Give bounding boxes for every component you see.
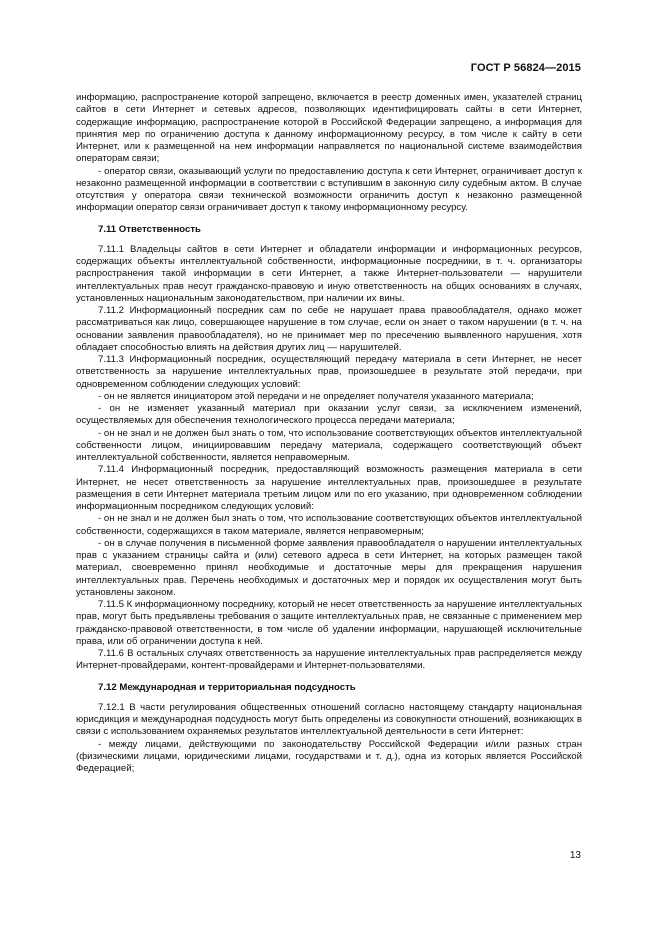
list-item: - оператор связи, оказывающий услуги по предоставлению доступа к сети Интернет, ограничивает доступ к незаконно размещенной информации в соответствии с вступившим в законную силу судебным актом. В случае отсутствия у оператора связи технической возможности ограничить доступ к незаконно размещенной информации оператор связи ограничивает доступ к такому информационному ресурсу. [76,165,582,214]
list-item: - между лицами, действующими по законодательству Российской Федерации и/или разных стран (физическими лицами, юридическими лицами, государствами и т. д.), одна из которых является Российской Федерацией; [76,738,582,774]
section-heading-7-12: 7.12 Международная и территориальная подсудность [98,681,356,693]
paragraph: 7.11.5 К информационному посреднику, который не несет ответственность за нарушение интеллектуальных прав, могут быть предъявлены требования о защите интеллектуальных прав, не связанные с применением мер гражданско-правовой ответственности, в том числе об удалении информации, нарушающей исключительные права, или об ограничении доступа к ней. [76,599,582,647]
list-item: - он не является инициатором этой передачи и не определяет получателя указанного материала; [98,390,534,402]
paragraph: 7.11.6 В остальных случаях ответственность за нарушение интеллектуальных прав распределяется между Интернет-провайдерами, контент-провайдерами и Интернет-пользователями. [76,648,582,672]
document-body [76,92,582,775]
standard-header: ГОСТ Р 56824—2015 [470,62,581,74]
paragraph: 7.12.1 В части регулирования общественных отношений согласно настоящему стандарту национальная юрисдикция и международная подсудность могут быть определены из совокупности отношений, возникающих в связи с использованием охраняемых результатов интеллектуальной деятельности в сети Интернет: [76,701,582,738]
paragraph: 7.11.1 Владельцы сайтов в сети Интернет и обладатели информации и информационных ресурсов, содержащих объекты интеллектуальной собственности, информационные посредники, в т. ч. организаторы распространения такой информации в сети Интернет, а также Интернет-пользователи — нарушители интеллектуальных прав несут гражданско-правовую и иную ответственность на общих основаниях в случаях, установленных национальным законодательством, при наличии их вины. [76,243,582,304]
paragraph: 7.11.2 Информационный посредник сам по себе не нарушает права правообладателя, однако может рассматриваться как лицо, совершающее нарушение в том случае, если он знает о таком нарушении (в т. ч. на основании заявления правообладателя), но не принимает мер по пресечению выявленного нарушения, хотя обладает способностью влиять на действия других лиц — нарушителей. [76,305,582,353]
page-number: 13 [569,850,581,861]
paragraph: 7.11.4 Информационный посредник, предоставляющий возможность размещения материала в сети Интернет, не несет ответственность за нарушение интеллектуальных прав, произошедшее в результате размещения в сети Интернет материала третьим лицом или по его указанию, при одновременном соблюдении информационным посредником следующих условий: [76,464,582,512]
list-item: - он не изменяет указанный материал при оказании услуг связи, за исключением изменений, осуществляемых для обеспечения технологического процесса передачи материала; [76,403,582,427]
paragraph: 7.11.3 Информационный посредник, осуществляющий передачу материала в сети Интернет, не несет ответственность за нарушение интеллектуальных прав, произошедшее в результате этой передачи, при одновременном соблюдении следующих условий: [76,354,582,390]
section-heading-7-11: 7.11 Ответственность [98,223,201,235]
list-item: - он не знал и не должен был знать о том, что использование соответствующих объектов интеллектуальной собственности, содержащихся в таком материале, является неправомерным; [76,513,582,537]
list-item: - он в случае получения в письменной форме заявления правообладателя о нарушении интеллектуальных прав с указанием страницы сайта и (или) сетевого адреса в сети Интернет, на которых размещен такой материал, своевременно принял необходимые и достаточные меры для прекращения нарушения интеллектуальных прав. Перечень необходимых и достаточных мер и порядок их осуществления могут быть установлены законом. [76,537,582,598]
list-item: - он не знал и не должен был знать о том, что использование соответствующих объектов интеллектуальной собственности лицом, инициировавшим передачу материала, содержащего соответствующий объект интеллектуальной собственности, является неправомерным. [76,427,582,463]
paragraph: информацию, распространение которой запрещено, включается в реестр доменных имен, указателей страниц сайтов в сети Интернет и сетевых адресов, позволяющих идентифицировать сайты в сети Интернет, содержащие информацию, распространение которой в Российской Федерации запрещено, а информация для принятия мер по ограничению доступа к данному информационному ресурсу, в том числе к сайту в сети Интернет, или к размещенной на нем информации направляется по национальной системе взаимодействия операторам связи; [76,92,582,165]
